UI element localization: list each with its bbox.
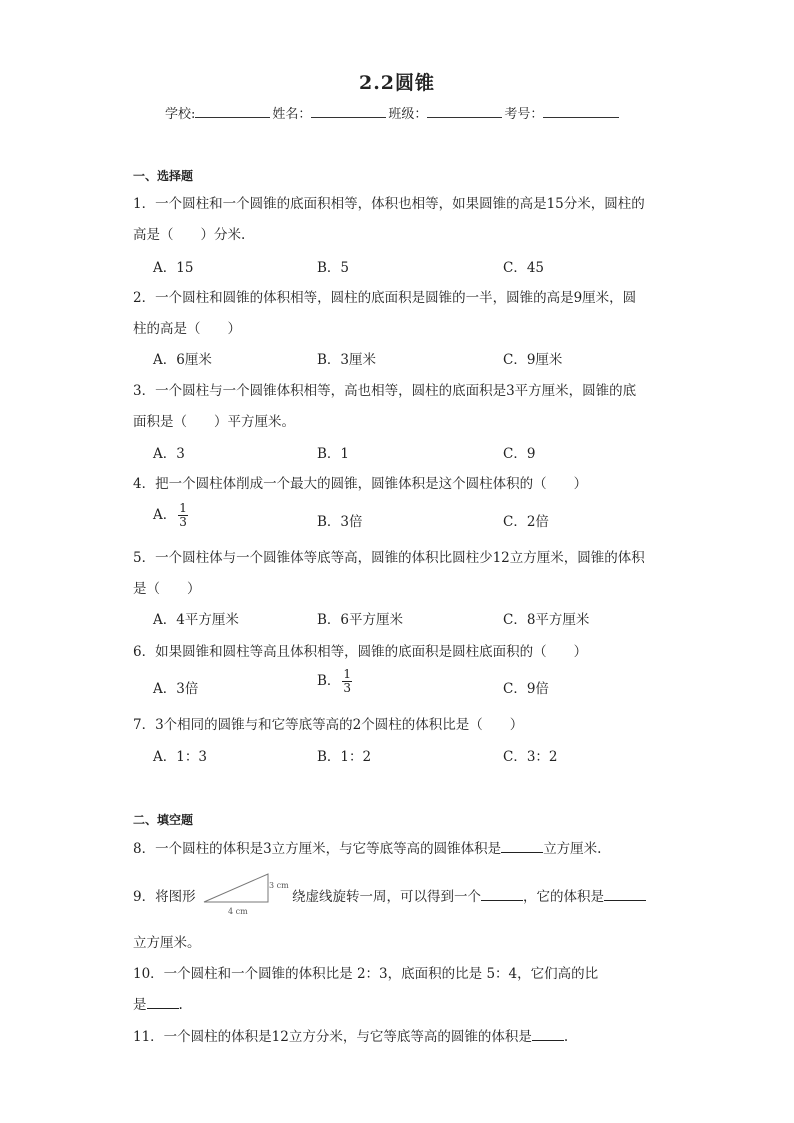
q2-option-b[interactable]: B．3厘米 <box>317 352 377 368</box>
answer-blank[interactable] <box>604 886 646 901</box>
question-5-text: 5．一个圆柱体与一个圆锥体等底等高，圆锥的体积比圆柱少12立方厘米，圆锥的体积 <box>133 550 645 566</box>
q4-option-c[interactable]: C．2倍 <box>503 514 549 530</box>
class-label: 班级： <box>388 107 428 122</box>
answer-blank[interactable] <box>501 838 543 853</box>
question-2-text-cont: 柱的高是（ ） <box>133 321 241 337</box>
question-10-text-cont: 是 <box>133 997 147 1013</box>
page-title: 2.2圆锥 <box>358 72 436 94</box>
question-1-text: 1．一个圆柱和一个圆锥的底面积相等，体积也相等，如果圆锥的高是15分米，圆柱的 <box>133 196 645 212</box>
question-9-rest <box>292 885 646 905</box>
question-8 <box>133 837 601 857</box>
question-2-text: 2．一个圆柱和圆锥的体积相等，圆柱的底面积是圆锥的一半，圆锥的高是9厘米，圆 <box>133 290 637 306</box>
name-label: 姓名： <box>272 107 312 122</box>
student-info-row <box>165 103 621 122</box>
school-field[interactable] <box>195 103 270 118</box>
q7-option-c[interactable]: C．3：2 <box>503 749 558 765</box>
q5-option-b[interactable]: B．6平方厘米 <box>317 612 404 628</box>
question-3-text-cont: 面积是（ ）平方厘米。 <box>133 414 295 430</box>
q2-option-c[interactable]: C．9厘米 <box>503 352 563 368</box>
question-11 <box>133 1025 568 1045</box>
triangle-figure <box>200 870 296 920</box>
answer-blank[interactable] <box>147 994 179 1009</box>
fraction-numerator: 1 <box>179 501 187 515</box>
q4-option-a[interactable] <box>153 502 188 529</box>
q6-option-b[interactable] <box>317 668 352 695</box>
q6-option-c[interactable]: C．9倍 <box>503 681 549 697</box>
question-1-text-cont: 高是（ ）分米. <box>133 227 246 243</box>
question-9-text-2: ，它的体积是 <box>523 889 604 905</box>
question-9-text-cont: 立方厘米。 <box>133 935 201 951</box>
question-9-text: 绕虚线旋转一周，可以得到一个 <box>292 889 481 905</box>
question-10-text: 10．一个圆柱和一个圆锥的体积比是 2：3，底面积的比是 5：4，它们高的比 <box>133 966 599 982</box>
question-7-text: 7．3个相同的圆锥与和它等底等高的2个圆柱的体积比是（ ） <box>133 717 524 733</box>
q2-option-a[interactable]: A．6厘米 <box>153 352 212 368</box>
fraction <box>342 668 352 695</box>
question-5-text-cont: 是（ ） <box>133 581 201 597</box>
question-10-suffix: . <box>178 997 183 1013</box>
q4-option-a-prefix: A． <box>153 507 177 523</box>
fraction-denominator: 3 <box>343 681 352 695</box>
q1-option-b[interactable]: B．5 <box>317 260 350 276</box>
q1-option-a[interactable]: A．15 <box>153 260 194 276</box>
question-8-text: 8．一个圆柱的体积是3立方厘米，与它等底等高的圆锥体积是 <box>133 841 502 857</box>
section-heading-choice: 一、选择题 <box>133 169 194 183</box>
question-3-text: 3．一个圆柱与一个圆锥体积相等，高也相等，圆柱的底面积是3平方厘米，圆锥的底 <box>133 383 637 399</box>
school-label: 学校: <box>165 107 196 122</box>
right-triangle <box>204 874 268 902</box>
q6-option-a[interactable]: A．3倍 <box>153 681 199 697</box>
question-4-text: 4．把一个圆柱体削成一个最大的圆锥，圆锥体积是这个圆柱体积的（ ） <box>133 476 588 492</box>
question-9-before: 9．将图形 <box>133 889 196 905</box>
q3-option-c[interactable]: C．9 <box>503 446 536 462</box>
q7-option-a[interactable]: A．1：3 <box>153 749 207 765</box>
q1-option-c[interactable]: C．45 <box>503 260 545 276</box>
q5-option-c[interactable]: C．8平方厘米 <box>503 612 590 628</box>
exam-no-label: 考号： <box>504 107 544 122</box>
answer-blank[interactable] <box>481 886 523 901</box>
q3-option-b[interactable]: B．1 <box>317 446 350 462</box>
exam-no-field[interactable] <box>543 103 619 118</box>
q6-option-b-prefix: B． <box>317 673 341 689</box>
question-6-text: 6．如果圆锥和圆柱等高且体积相等，圆锥的底面积是圆柱底面积的（ ） <box>133 644 588 660</box>
q4-option-b[interactable]: B．3倍 <box>317 514 363 530</box>
q3-option-a[interactable]: A．3 <box>153 446 185 462</box>
name-field[interactable] <box>311 103 386 118</box>
class-field[interactable] <box>427 103 502 118</box>
answer-blank[interactable] <box>532 1026 564 1041</box>
section-heading-fill: 二、填空题 <box>133 813 194 827</box>
q5-option-a[interactable]: A．4平方厘米 <box>153 612 239 628</box>
question-11-suffix: . <box>563 1029 569 1045</box>
q7-option-b[interactable]: B．1：2 <box>317 749 372 765</box>
height-label: 3 cm <box>269 881 289 890</box>
base-label: 4 cm <box>228 907 248 916</box>
fraction-numerator: 1 <box>343 667 352 681</box>
fraction-denominator: 3 <box>179 515 187 529</box>
question-11-text: 11．一个圆柱的体积是12立方分米，与它等底等高的圆锥的体积是 <box>133 1029 532 1045</box>
fraction <box>178 502 188 529</box>
question-10-cont <box>133 993 183 1013</box>
question-8-suffix: 立方厘米. <box>543 841 602 857</box>
